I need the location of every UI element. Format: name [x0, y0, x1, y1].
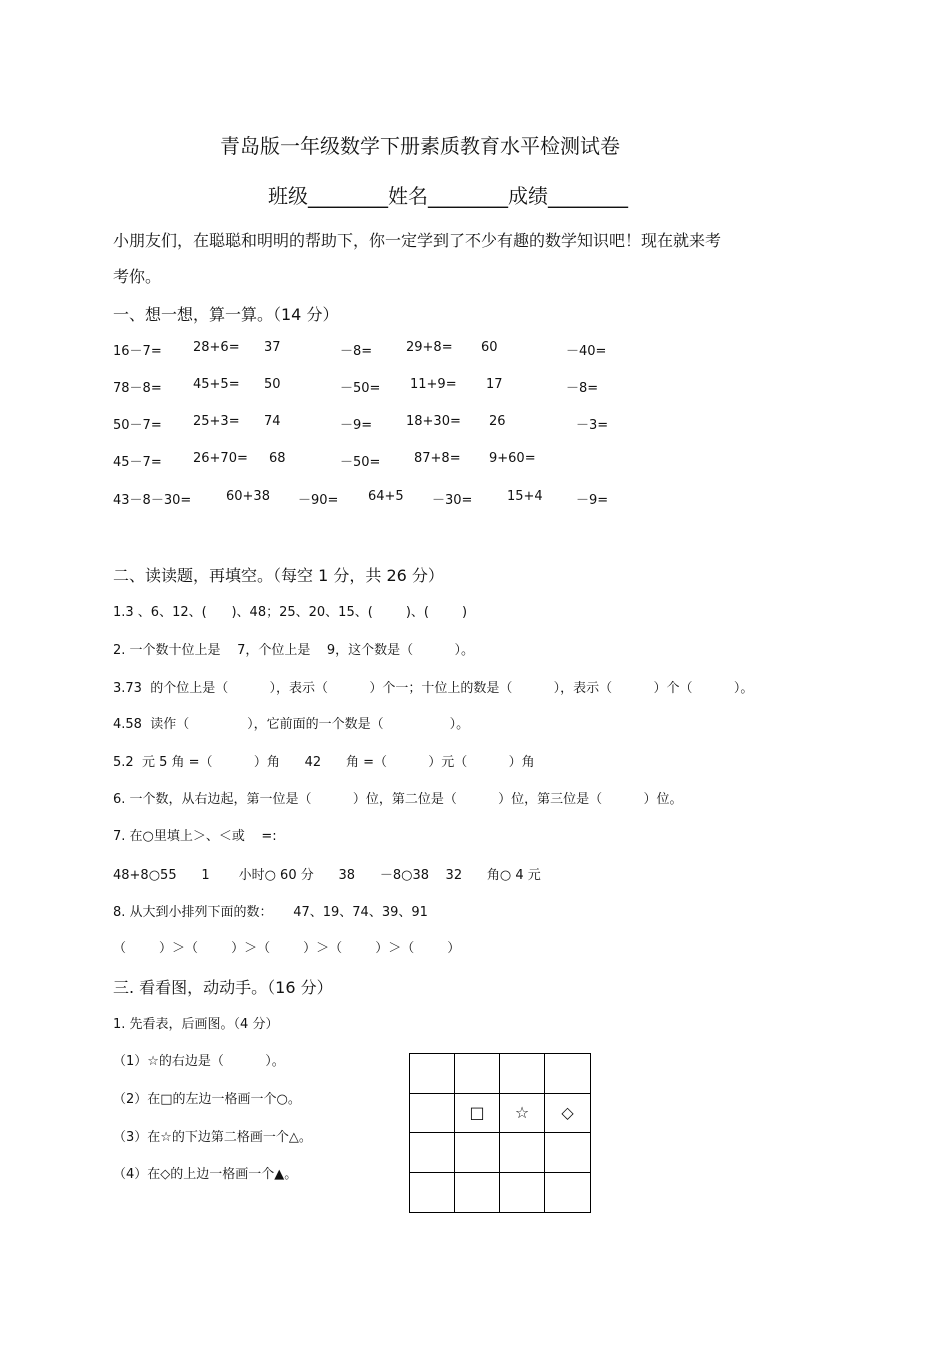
- calc-item: 64+5: [368, 489, 404, 504]
- intro-line-2: 考你。: [113, 267, 162, 286]
- square-symbol-cell[interactable]: □: [455, 1094, 500, 1134]
- calc-item: 43－8－30=: [113, 493, 192, 508]
- grid-cell[interactable]: [455, 1054, 500, 1094]
- calc-item: －9=: [340, 418, 373, 433]
- grid-cell[interactable]: [455, 1173, 500, 1213]
- question-7-items: 48+8○55 1 小时○ 60 分 38 －8○38 32 角○ 4 元: [113, 868, 541, 883]
- calc-item: 15+4: [507, 489, 543, 504]
- diamond-symbol-cell[interactable]: ◇: [545, 1094, 590, 1134]
- grid-cell[interactable]: [500, 1054, 545, 1094]
- calc-item: －9=: [576, 493, 609, 508]
- calc-item: 78－8=: [113, 381, 162, 396]
- calc-row: [0, 414, 950, 436]
- calc-item: 37: [264, 340, 281, 355]
- calc-item: 29+8=: [406, 340, 453, 355]
- calc-item: －8=: [566, 381, 599, 396]
- calc-item: －50=: [340, 381, 381, 396]
- calc-item: 74: [264, 414, 281, 429]
- calc-item: 45－7=: [113, 455, 162, 470]
- question-5: 5.2 元 5 角 =（ ）角 42 角 =（ ）元（ ）角: [113, 755, 535, 770]
- grid-cell[interactable]: [410, 1094, 455, 1134]
- calc-item: 50: [264, 377, 281, 392]
- calc-item: 11+9=: [410, 377, 457, 392]
- drawing-grid: [409, 1053, 591, 1213]
- calc-item: 28+6=: [193, 340, 240, 355]
- section3-question-1: 1. 先看表，后画图。（4 分）: [113, 1017, 279, 1032]
- grid-cell[interactable]: [545, 1133, 590, 1173]
- question-2: 2. 一个数十位上是 7，个位上是 9，这个数是（ ）。: [113, 643, 474, 658]
- calc-item: 26: [489, 414, 506, 429]
- draw-instruction: （4）在◇的上边一格画一个▲。: [113, 1167, 298, 1182]
- calc-item: 87+8=: [414, 451, 461, 466]
- calc-item: 45+5=: [193, 377, 240, 392]
- question-8: 8. 从大到小排列下面的数： 47、19、74、39、91: [113, 905, 428, 920]
- grid-cell[interactable]: [455, 1133, 500, 1173]
- calc-item: 60+38: [226, 489, 270, 504]
- intro-line-1: 小朋友们，在聪聪和明明的帮助下，你一定学到了不少有趣的数学知识吧！现在就来考: [113, 231, 722, 250]
- calc-item: －40=: [566, 344, 607, 359]
- grid-cell[interactable]: [500, 1133, 545, 1173]
- calc-row: [0, 340, 950, 362]
- star-symbol-cell[interactable]: ☆: [500, 1094, 545, 1134]
- section3-heading: 三. 看看图，动动手。（16 分）: [113, 978, 333, 997]
- grid-cell[interactable]: [410, 1133, 455, 1173]
- question-3: 3.73 的个位上是（ ），表示（ ）个一；十位上的数是（ ），表示（ ）个（ ）。: [113, 681, 754, 696]
- calc-item: －8=: [340, 344, 373, 359]
- calc-row: [0, 377, 950, 399]
- grid-cell[interactable]: [545, 1054, 590, 1094]
- calc-item: －3=: [576, 418, 609, 433]
- calc-item: 60: [481, 340, 498, 355]
- calc-row: [0, 451, 950, 473]
- question-4: 4.58 读作（ ），它前面的一个数是（ ）。: [113, 717, 470, 732]
- section2-heading: 二、读读题，再填空。（每空 1 分，共 26 分）: [113, 566, 444, 585]
- grid-cell[interactable]: [410, 1173, 455, 1213]
- question-1: 1.3 、6、12、( )、48；25、20、15、( )、( ): [113, 605, 468, 620]
- grid-cell[interactable]: [545, 1173, 590, 1213]
- calc-item: 9+60=: [489, 451, 536, 466]
- calc-item: 18+30=: [406, 414, 461, 429]
- calc-item: －50=: [340, 455, 381, 470]
- section1-heading: 一、想一想，算一算。（14 分）: [113, 305, 339, 324]
- calc-item: 26+70=: [193, 451, 248, 466]
- draw-instruction: （3）在☆的下边第二格画一个△。: [113, 1130, 312, 1145]
- calc-item: 25+3=: [193, 414, 240, 429]
- question-7: 7. 在○里填上＞、＜或 =:: [113, 829, 277, 844]
- question-6: 6. 一个数，从右边起，第一位是（ ）位，第二位是（ ）位，第三位是（ ）位。: [113, 792, 683, 807]
- calc-item: －90=: [298, 493, 339, 508]
- student-info-line: 班级________姓名________成绩________: [268, 184, 628, 208]
- calc-item: 16－7=: [113, 344, 162, 359]
- grid-cell[interactable]: [500, 1173, 545, 1213]
- question-8-blanks: （ ）＞（ ）＞（ ）＞（ ）＞（ ）: [113, 941, 461, 956]
- grid-cell[interactable]: [410, 1054, 455, 1094]
- draw-instruction: （2）在□的左边一格画一个○。: [113, 1092, 301, 1107]
- draw-instruction: （1）☆的右边是（ ）。: [113, 1054, 285, 1069]
- page-title: 青岛版一年级数学下册素质教育水平检测试卷: [220, 134, 620, 158]
- calc-item: 68: [269, 451, 286, 466]
- calc-item: －30=: [432, 493, 473, 508]
- calc-row: [0, 489, 950, 511]
- calc-item: 50－7=: [113, 418, 162, 433]
- calc-item: 17: [486, 377, 503, 392]
